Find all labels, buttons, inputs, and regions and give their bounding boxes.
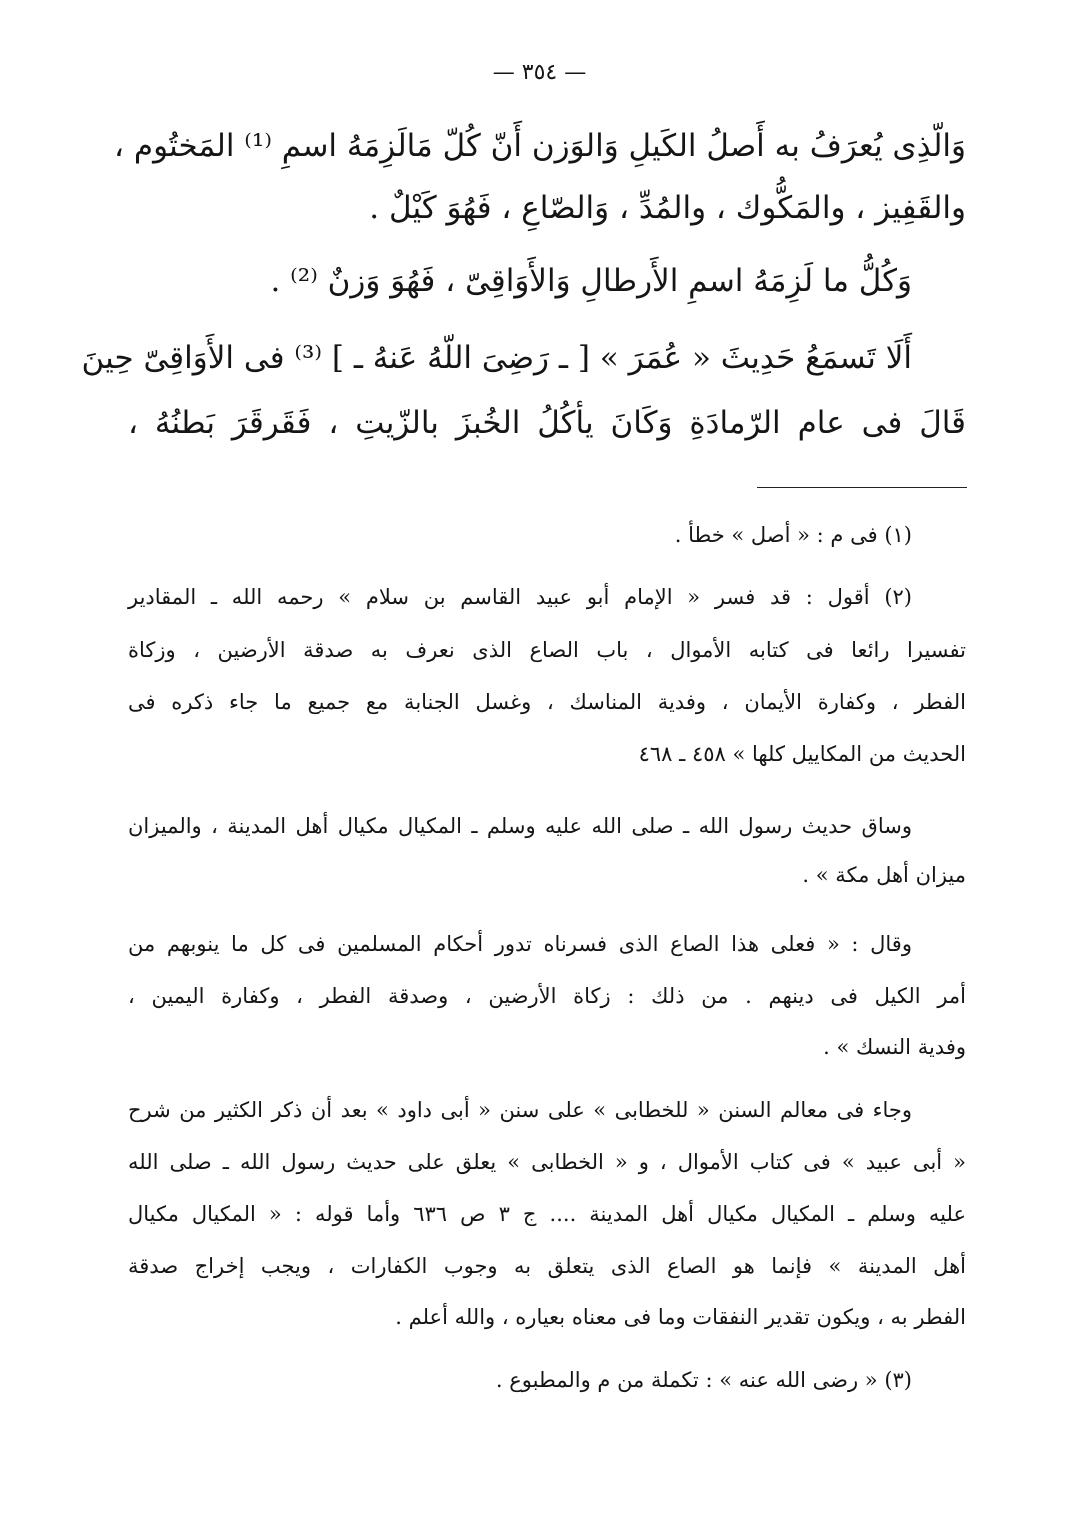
footnote-3: (٣) « رضى الله عنه » : تكملة من م والمطبوع . [495, 1368, 912, 1392]
footnote-2-line-7: وقال : « فعلى هذا الصاع الذى فسرناه تدور أحكام المسلمين فى كل ما ينوبهم من [128, 932, 912, 956]
footnote-2-line-2: تفسيرا رائعا فى كتابه الأموال ، باب الصاع الذى نعرف به صدقة الأرضين ، وزكاة [128, 638, 966, 662]
page-number: — ٣٥٤ — [492, 60, 587, 85]
footnote-1: (١) فى م : « أصل » خطأ . [674, 523, 912, 547]
main-text-line-5: قَالَ فى عام الرّمادَةِ وَكَانَ يأكُلُ الخُبزَ بالزّيتِ ، فَقَرقَرَ بَطنُهُ ، [128, 405, 966, 441]
footnote-2-line-14: الفطر به ، ويكون تقدير النفقات وما فى معناه بعياره ، والله أعلم . [395, 1305, 966, 1329]
footnote-2-line-10: وجاء فى معالم السنن « للخطابى » على سنن « أبى داود » بعد أن ذكر الكثير من شرح [128, 1098, 912, 1122]
footnote-2-line-3: الفطر ، وكفارة الأيمان ، وفدية المناسك ، وغسل الجنابة مع جميع ما جاء ذكره فى [128, 690, 966, 714]
footnote-2-line-13: أهل المدينة » فإنما هو الصاع الذى يتعلق به وجوب الكفارات ، ويجب إخراج صدقة [128, 1254, 966, 1278]
main-text-line-3: وَكُلُّ ما لَزِمَهُ اسمِ الأَرطالِ وَالأَوَاقِىّ ، فَهُوَ وَزنٌ ⁽²⁾ . [270, 263, 912, 299]
footnote-2-line-9: وفدية النسك » . [823, 1035, 966, 1059]
footnote-2-line-1: (٢) أقول : قد فسر « الإمام أبو عبيد القاسم بن سلام » رحمه الله ـ المقادير [128, 585, 912, 609]
footnote-2-line-12: عليه وسلم ـ المكيال مكيال أهل المدينة .... ج ٣ ص ٦٣٦ وأما قوله : « المكيال مكيال [128, 1202, 966, 1226]
footnote-2-line-6: ميزان أهل مكة » . [802, 863, 966, 887]
main-text-line-4: أَلَا تَسمَعُ حَدِيثَ « عُمَرَ » [ ـ رَضِىَ اللّهُ عَنهُ ـ ] ⁽³⁾ فى الأَوَاقِىّ حِينَ [81, 340, 912, 376]
footnote-2-line-11: « أبى عبيد » فى كتاب الأموال ، و « الخطابى » يعلق على حديث رسول الله ـ صلى الله [128, 1150, 966, 1174]
main-text-line-2: والقَفِيز ، والمَكُّوك ، والمُدِّ ، وَالصّاعِ ، فَهُوَ كَيْلٌ . [369, 190, 966, 226]
footnote-2-line-4: الحديث من المكاييل كلها » ٤٥٨ ـ ٤٦٨ [638, 742, 966, 766]
main-text-line-1: وَالّذِى يُعرَفُ به أَصلُ الكَيلِ وَالوَزن أَنّ كُلّ مَالَزِمَهُ اسمِ ⁽¹⁾ المَختُوم ، [114, 128, 966, 164]
footnote-2-line-8: أمر الكيل فى دينهم . من ذلك : زكاة الأرضين ، وصدقة الفطر ، وكفارة اليمين ، [128, 984, 966, 1008]
footnote-separator [757, 487, 967, 488]
footnote-2-line-5: وساق حديث رسول الله ـ صلى الله عليه وسلم ـ المكيال مكيال أهل المدينة ، والميزان [128, 814, 912, 838]
